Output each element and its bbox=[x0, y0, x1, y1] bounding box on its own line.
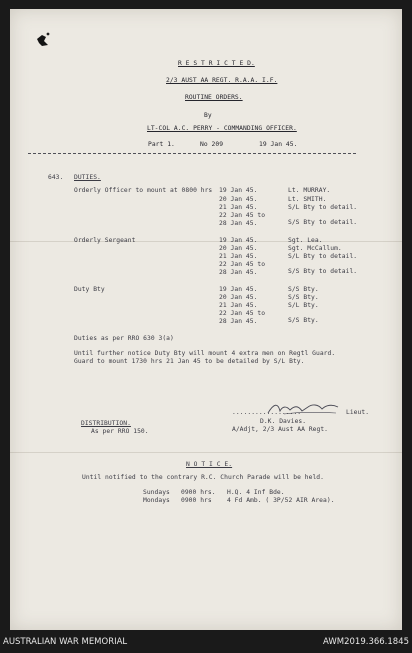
duty-date: 21 Jan 45. bbox=[219, 302, 258, 309]
duty-date: 19 Jan 45. bbox=[219, 237, 258, 244]
paper-fold-line bbox=[10, 241, 402, 242]
duty-date: 28 Jan 45. bbox=[219, 318, 258, 325]
duty-date: 19 Jan 45. bbox=[219, 286, 258, 293]
duty-bty-label: Duty Bty bbox=[74, 286, 105, 293]
punch-hole-mark bbox=[33, 30, 53, 50]
guard-notice-line: Guard to mount 1730 hrs 21 Jan 45 to be detailed by S/L Bty. bbox=[74, 358, 305, 365]
duty-assignee: S/S Bty. bbox=[288, 294, 319, 301]
restricted-heading: R E S T R I C T E D. bbox=[178, 60, 255, 67]
duty-assignee: S/S Bty. bbox=[288, 317, 319, 324]
unit-heading: 2/3 AUST AA REGT. R.A.A. I.F. bbox=[166, 77, 278, 84]
signatory-name: D.K. Davies. bbox=[260, 418, 307, 425]
paper-fold-line bbox=[10, 452, 402, 453]
parade-day: Mondays bbox=[143, 497, 170, 504]
parade-time: 0900 hrs bbox=[181, 497, 212, 504]
order-number: No 209 bbox=[200, 141, 224, 148]
section-divider bbox=[28, 153, 356, 154]
orderly-sergeant-label: Orderly Sergeant bbox=[74, 237, 136, 244]
duty-date: 20 Jan 45. bbox=[219, 196, 258, 203]
duty-date: 22 Jan 45 to bbox=[219, 310, 266, 317]
duty-date: 20 Jan 45. bbox=[219, 245, 258, 252]
archive-credit: AUSTRALIAN WAR MEMORIAL bbox=[3, 637, 128, 647]
parade-location: 4 Fd Amb. ( 3P/52 AIR Area). bbox=[227, 497, 335, 504]
section-number: 643. bbox=[48, 174, 64, 181]
guard-notice-line: Until further notice Duty Bty will mount 4 extra men on Regtl Guard. bbox=[74, 350, 336, 357]
parade-time: 0900 hrs. bbox=[181, 489, 216, 496]
signatory-rank: Lieut. bbox=[346, 409, 370, 416]
duties-reference: Duties as per RRO 630 3(a) bbox=[74, 335, 174, 342]
duty-assignee: S/S Bty to detail. bbox=[288, 268, 358, 275]
notice-heading: N O T I C E. bbox=[186, 461, 233, 468]
notice-text: Until notified to the contrary R.C. Church Parade will be held. bbox=[82, 474, 324, 481]
duty-date: 22 Jan 45 to bbox=[219, 261, 266, 268]
signatory-role: A/Adjt, 2/3 Aust AA Regt. bbox=[232, 426, 329, 433]
duty-assignee: Sgt. Lea. bbox=[288, 237, 323, 244]
by-label: By bbox=[204, 112, 212, 119]
document-page bbox=[10, 9, 402, 630]
duty-date: 20 Jan 45. bbox=[219, 294, 258, 301]
duty-assignee: S/S Bty to detail. bbox=[288, 219, 358, 226]
duty-date: 21 Jan 45. bbox=[219, 253, 258, 260]
duty-date: 28 Jan 45. bbox=[219, 220, 258, 227]
parade-day: Sundays bbox=[143, 489, 170, 496]
duty-date: 21 Jan 45. bbox=[219, 204, 258, 211]
duty-assignee: S/L Bty. bbox=[288, 302, 319, 309]
order-date: 19 Jan 45. bbox=[259, 141, 298, 148]
duty-assignee: Lt. MURRAY. bbox=[288, 187, 331, 194]
duty-date: 19 Jan 45. bbox=[219, 187, 258, 194]
part-label: Part 1. bbox=[148, 141, 175, 148]
duty-assignee: S/L Bty to detail. bbox=[288, 204, 358, 211]
signature-dots: .................. bbox=[232, 409, 302, 416]
duty-date: 22 Jan 45 to bbox=[219, 212, 266, 219]
duty-assignee: S/L Bty to detail. bbox=[288, 253, 358, 260]
section-title: DUTIES. bbox=[74, 174, 101, 181]
archive-accession-number: AWM2019.366.1845 bbox=[323, 637, 409, 647]
duty-date: 28 Jan 45. bbox=[219, 269, 258, 276]
orderly-officer-label: Orderly Officer to mount at 0800 hrs bbox=[74, 187, 213, 194]
parade-location: H.Q. 4 Inf Bde. bbox=[227, 489, 285, 496]
commander-line: LT-COL A.C. PERRY - COMMANDING OFFICER. bbox=[147, 125, 297, 132]
distribution-label: DISTRIBUTION. bbox=[81, 420, 131, 427]
routine-orders-title: ROUTINE ORDERS. bbox=[185, 94, 243, 101]
duty-assignee: Lt. SMITH. bbox=[288, 196, 327, 203]
duty-assignee: Sgt. McCallum. bbox=[288, 245, 342, 252]
distribution-value: As per RRO 150. bbox=[91, 428, 149, 435]
duty-assignee: S/S Bty. bbox=[288, 286, 319, 293]
